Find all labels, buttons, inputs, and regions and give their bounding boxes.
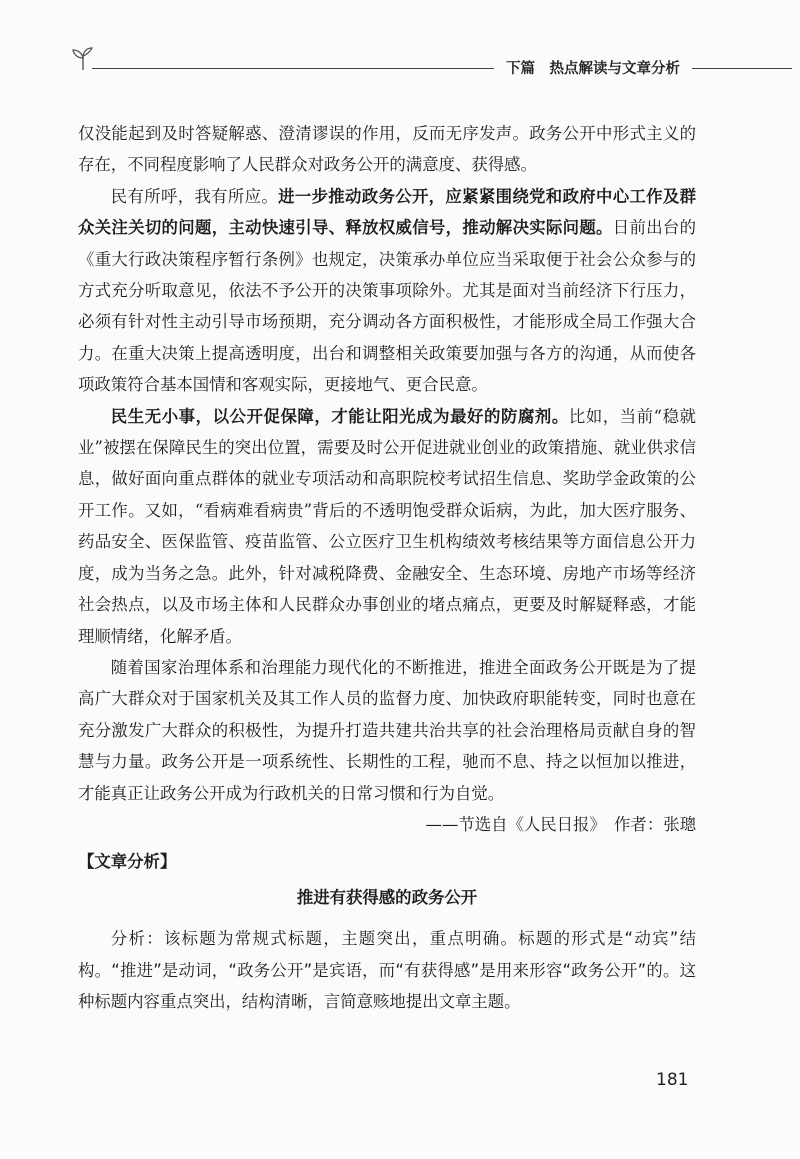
paragraph-4: 随着国家治理体系和治理能力现代化的不断推进，推进全面政务公开既是为了提高广大群众对于国家机关及其工作人员的监督力度、加快政府职能转变，同时也意在充分激发广大群众的积极性，为提升打造共建共治共享的社会治理格局贡献自身的智慧与力量。政务公开是一项系统性、长期性的工程，驰而不息、持之以恒加以推进，才能真正让政务公开成为行政机关的日常习惯和行为自觉。 [78, 657, 696, 803]
page-header [0, 46, 800, 86]
article-body [78, 118, 696, 1017]
analysis-paragraph: 分析：该标题为常规式标题，主题突出，重点明确。标题的形式是“动宾”结构。“推进”是动词，“政务公开”是宾语，而“有获得感”是用来形容“政务公开”的。这种标题内容重点突出，结构清晰，言简意赅地提出文章主题。 [78, 929, 696, 1011]
paragraph-1: 仅没能起到及时答疑解惑、澄清谬误的作用，反而无序发声。政务公开中形式主义的存在，不同程度影响了人民群众对政务公开的满意度、获得感。 [78, 124, 696, 175]
section-heading: 【文章分析】 [78, 852, 177, 872]
paragraph-3-emphasis: 民生无小事，以公开促保障，才能让阳光成为最好的防腐剂。 [110, 406, 569, 426]
paragraph-2-emphasis: 进一步推动政务公开，应紧紧围绕党和政府中心工作及群众关注关切的问题，主动快速引导、释放权威信号，推动解决实际问题。 [78, 186, 697, 238]
paragraph-2-lead: 民有所呼，我有所应。 [110, 186, 279, 206]
paragraph-2 [78, 181, 696, 401]
article-title: 推进有获得感的政务公开 [296, 887, 478, 907]
running-head: 下篇 热点解读与文章分析 [506, 61, 680, 77]
header-rule-right [692, 68, 792, 69]
paragraph-2-rest: 日前出台的《重大行政决策程序暂行条例》也规定，决策承办单位应当采取便于社会公众参与的方式充分听取意见，依法不予公开的决策事项除外。尤其是面对当前经济下行压力，必须有针对性主动引导市场预期，充分调动各方面积极性，才能形成全局工作强大合力。在重大决策上提高透明度，出台和调整相关政策要加强与各方的沟通，从而使各项政策符合基本国情和客观实际，更接地气、更合民意。 [78, 218, 697, 395]
page-number: 181 [656, 1070, 689, 1090]
source-attribution: ——节选自《人民日报》 作者：张璁 [425, 814, 696, 834]
header-rule-left [92, 68, 494, 69]
paragraph-3 [78, 401, 696, 652]
paragraph-3-rest: 比如，当前“稳就业”被摆在保障民生的突出位置，需要及时公开促进就业创业的政策措施、就业供求信息，做好面向重点群体的就业专项活动和高职院校考试招生信息、奖助学金政策的公开工作。又如，“看病难看病贵”背后的不透明饱受群众诟病，为此，加大医疗服务、药品安全、医保监管、疫苗监管、公立医疗卫生机构绩效考核结果等方面信息公开力度，成为当务之急。此外，针对减税降费、金融安全、生态环境、房地产市场等经济社会热点，以及市场主体和人民群众办事创业的堵点痛点，更要及时解疑释惑，才能理顺情绪，化解矛盾。 [78, 406, 696, 646]
